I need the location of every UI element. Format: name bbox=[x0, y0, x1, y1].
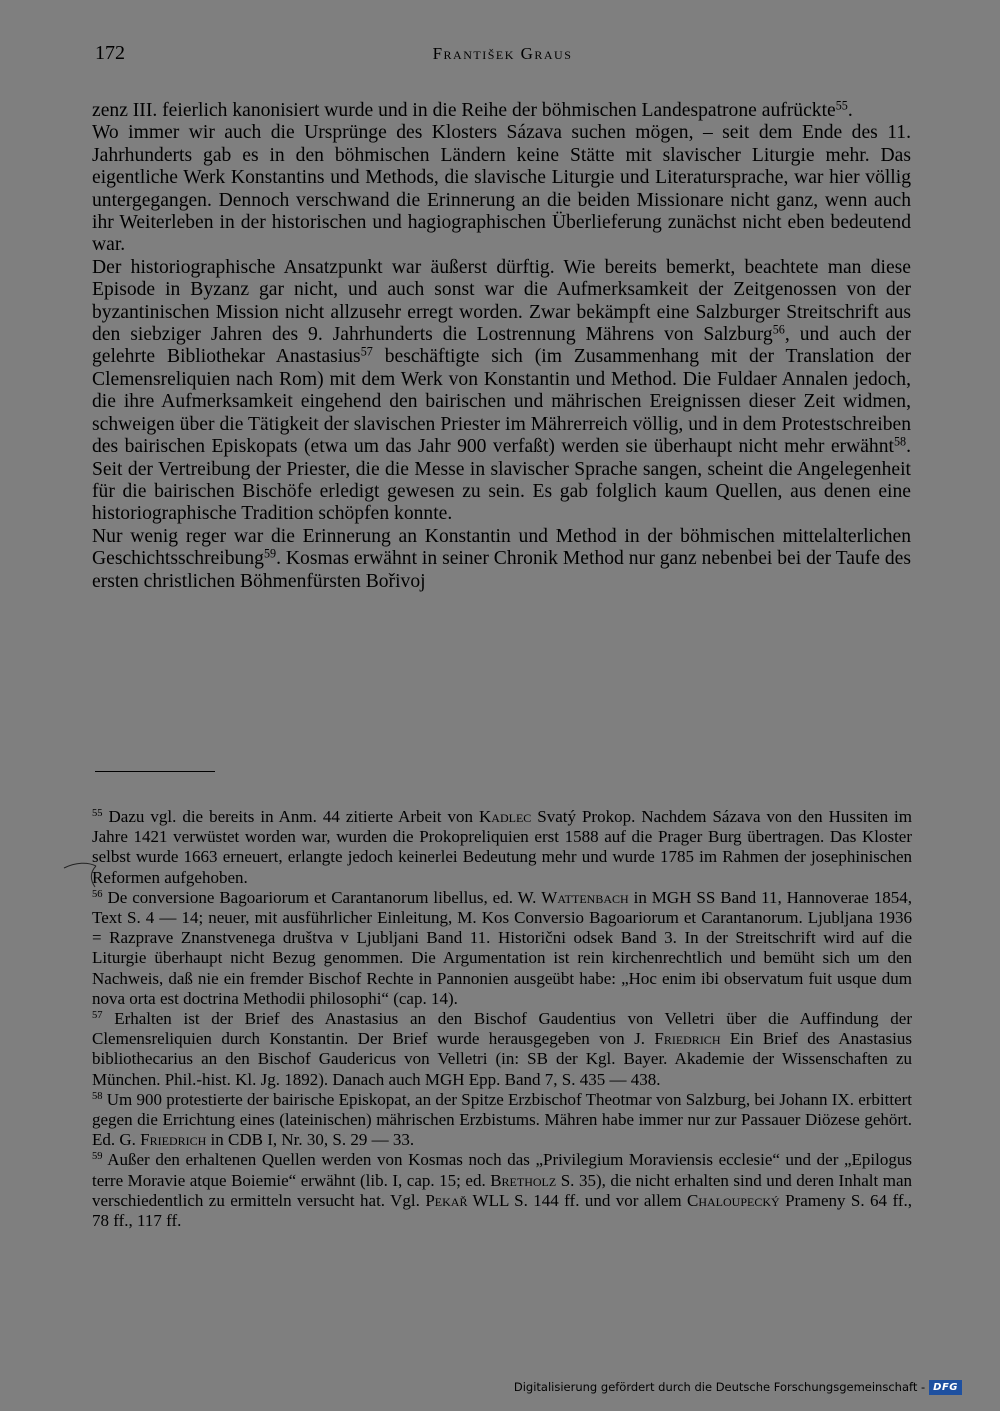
digitization-notice bbox=[514, 1377, 962, 1397]
paragraph bbox=[92, 100, 911, 122]
page-number: 172 bbox=[95, 42, 125, 64]
footnote-reference: 56 bbox=[92, 889, 103, 901]
author-name: Bretholz bbox=[490, 1170, 557, 1190]
text-run: Dazu vgl. die bereits in Anm. 44 zitierte Arbeit von bbox=[102, 807, 479, 826]
text-run: Erhalten ist der Brief des Anastasius an den Bischof Gaudentius von Velletri über die Auffindung der Clemensreliquien durch Konstantin. Der Brief wurde herausgegeben von J. bbox=[92, 1009, 912, 1049]
author-name: Kadlec bbox=[479, 807, 532, 826]
author-name: Wattenbach bbox=[541, 887, 629, 907]
footnote-reference: 59 bbox=[92, 1151, 103, 1163]
footnote-reference: 57 bbox=[92, 1010, 103, 1022]
footnote-reference: 58 bbox=[893, 434, 907, 449]
author-name: Chaloupecký bbox=[687, 1190, 780, 1210]
text-run: zenz III. feierlich kanonisiert wurde und in die Reihe der böhmischen Landespatrone aufrückte bbox=[92, 100, 836, 121]
footnote-reference: 57 bbox=[360, 344, 373, 359]
digitization-text: Digitalisierung gefördert durch die Deutsche Forschungsgemeinschaft - bbox=[513, 1380, 926, 1394]
dfg-logo: DFG bbox=[929, 1380, 962, 1395]
footnote-reference: 59 bbox=[263, 546, 277, 561]
page-header bbox=[95, 42, 910, 72]
author-name: Friedrich bbox=[140, 1130, 207, 1150]
text-run: . Seit der Vertreibung der Priester, die die Messe in slavischer Sprache sangen, scheint die Angelegenheit für die bairischen Bischöfe erledigt gewesen zu sein. Es gab folglich kaum Quellen, aus denen eine historiographische Tradition schöpfen konnte. bbox=[92, 436, 911, 525]
footnote-separator bbox=[95, 771, 215, 772]
footnote-reference: 55 bbox=[92, 808, 103, 820]
running-head: František Graus bbox=[432, 44, 573, 63]
text-run: Ein Brief des Anastasius bibliothecarius an den Bischof Gaudericus von Velletri (in: SB der Kgl. Bayer. Akademie der Wissenschaften zu München. Phil.-hist. Kl. Jg. 1892). Danach auch MGH Epp. Band 7, S. 435 — 438. bbox=[92, 1029, 913, 1089]
footnote bbox=[92, 1090, 912, 1151]
footnote bbox=[92, 1009, 912, 1090]
text-run: WLL S. 144 ff. und vor allem bbox=[467, 1190, 687, 1210]
text-run: De conversione Bagoariorum et Carantanorum libellus, ed. W. bbox=[102, 887, 542, 907]
author-name: Pekař bbox=[425, 1190, 468, 1210]
footnote-reference: 58 bbox=[92, 1091, 103, 1103]
footnote bbox=[92, 1150, 912, 1231]
text-run: Der historiographische Ansatzpunkt war äußerst dürftig. Wie bereits bemerkt, beachtete man diese Episode in Byzanz gar nicht, und auch sonst war die Aufmerksamkeit der Zeitgenossen von der byzantinischen Mission nicht allzusehr erregt worden. Zwar bekämpft eine Salzburger Streitschrift aus den siebziger Jahren des 9. Jahrhunderts die Lostrennung Mährens von Salzburg bbox=[92, 256, 911, 346]
text-run: Außer den erhaltenen Quellen werden von Kosmas noch das „Privilegium Moraviensis ecclesie“ und der „Epilogus terre Moravie atque Boiemie“ erwähnt (lib. I, cap. 15; ed. bbox=[92, 1150, 912, 1190]
text-run: Svatý Prokop. Nachdem Sázava von den Hussiten im Jahre 1421 verwüstet worden war, wurden die Prokopreliquien erst 1588 auf die Prager Burg übertragen. Das Kloster selbst wurde 1663 erneuert, erlangte jedoch keinerlei Bedeutung mehr und wurde 1785 im Rahmen der josephinischen Reformen aufgehoben. bbox=[92, 807, 913, 887]
text-run: S. 35), die nicht erhalten sind und deren Inhalt man verschiedentlich zu ermitteln versucht hat. Vgl. bbox=[92, 1170, 912, 1210]
paragraph bbox=[92, 122, 911, 256]
footnote bbox=[92, 807, 912, 888]
pencil-bracket-mark bbox=[62, 860, 98, 890]
text-run: in CDB I, Nr. 30, S. 29 — 33. bbox=[206, 1130, 415, 1150]
text-run: Um 900 protestierte der bairische Episkopat, an der Spitze Erzbischof Theotmar von Salzburg, bei Johann IX. erbittert gegen die Errichtung eines (lateinischen) mährischen Erzbistums. Mähren habe immer nur zur Passauer Diözese gehört. Ed. G. bbox=[92, 1089, 913, 1150]
main-text bbox=[92, 100, 911, 593]
author-name: Friedrich bbox=[654, 1029, 721, 1049]
text-run: . bbox=[847, 100, 853, 121]
paragraph bbox=[92, 257, 911, 526]
text-run: Nur wenig reger war die Erinnerung an Konstantin und Method in der böhmischen mittelalterlichen Geschichtsschreibung bbox=[92, 525, 911, 570]
text-run: , und auch der gelehrte Bibliothekar Anastasius bbox=[92, 324, 911, 368]
text-run: . Kosmas erwähnt in seiner Chronik Method nur ganz nebenbei bei der Taufe des ersten christlichen Böhmenfürsten Bořivoj bbox=[92, 548, 911, 592]
footnote bbox=[92, 888, 912, 1009]
footnotes bbox=[92, 807, 912, 1231]
footnote-reference: 55 bbox=[835, 98, 848, 113]
text-run: in MGH SS Band 11, Hannoverae 1854, Text S. 4 — 14; neuer, mit ausführlicher Einleitung, M. Kos Conversio Bagoariorum et Carantanorum. Ljubljana 1936 = Razprave Znanstvenega društva v Ljubljani Band 11. Historični odsek Band 3. In der Streitschrift wird auf die Liturgie überhaupt nicht Bezug genommen. Die Argumentation ist rein kirchenrechtlich und bemüht sich um den Nachweis, daß nie ein fremder Bischof Rechte in Pannonien ausgeübt habe: „Hoc enim ibi observatum fuit usque dum nova orta est doctrina Methodii philosophi“ (cap. 14). bbox=[92, 887, 912, 1008]
text-run: beschäftigte sich (im Zusammenhang mit der Translation der Clemensreliquien nach Rom) mit dem Werk von Konstantin und Method. Die Fuldaer Annalen jedoch, die ihre Aufmerksamkeit eingehend den bairischen und mährischen Ereignissen dieser Zeit widmen, schweigen über die Tätigkeit der slavischen Priester im Mährerreich völlig, und in dem Protestschreiben des bairischen Episkopats (etwa um das Jahr 900 verfaßt) werden sie überhaupt nicht mehr erwähnt bbox=[92, 346, 912, 458]
paragraph bbox=[92, 526, 911, 593]
text-run: Wo immer wir auch die Ursprünge des Klosters Sázava suchen mögen, – seit dem Ende des 11. Jahrhunderts gab es in den böhmischen Ländern keine Stätte mit slavischer Liturgie mehr. Das eigentliche Werk Konstantins und Methods, die slavische Liturgie und Literatursprache, war hier völlig untergegangen. Dennoch verschwand die Erinnerung an die beiden Missionare nicht ganz, wenn auch ihr Weiterleben in der historischen und hagiographischen Überlieferung zunächst nicht eben bedeutend war. bbox=[92, 122, 911, 256]
text-run: Prameny S. 64 ff., 78 ff., 117 ff. bbox=[92, 1190, 912, 1231]
footnote-reference: 56 bbox=[772, 322, 785, 337]
